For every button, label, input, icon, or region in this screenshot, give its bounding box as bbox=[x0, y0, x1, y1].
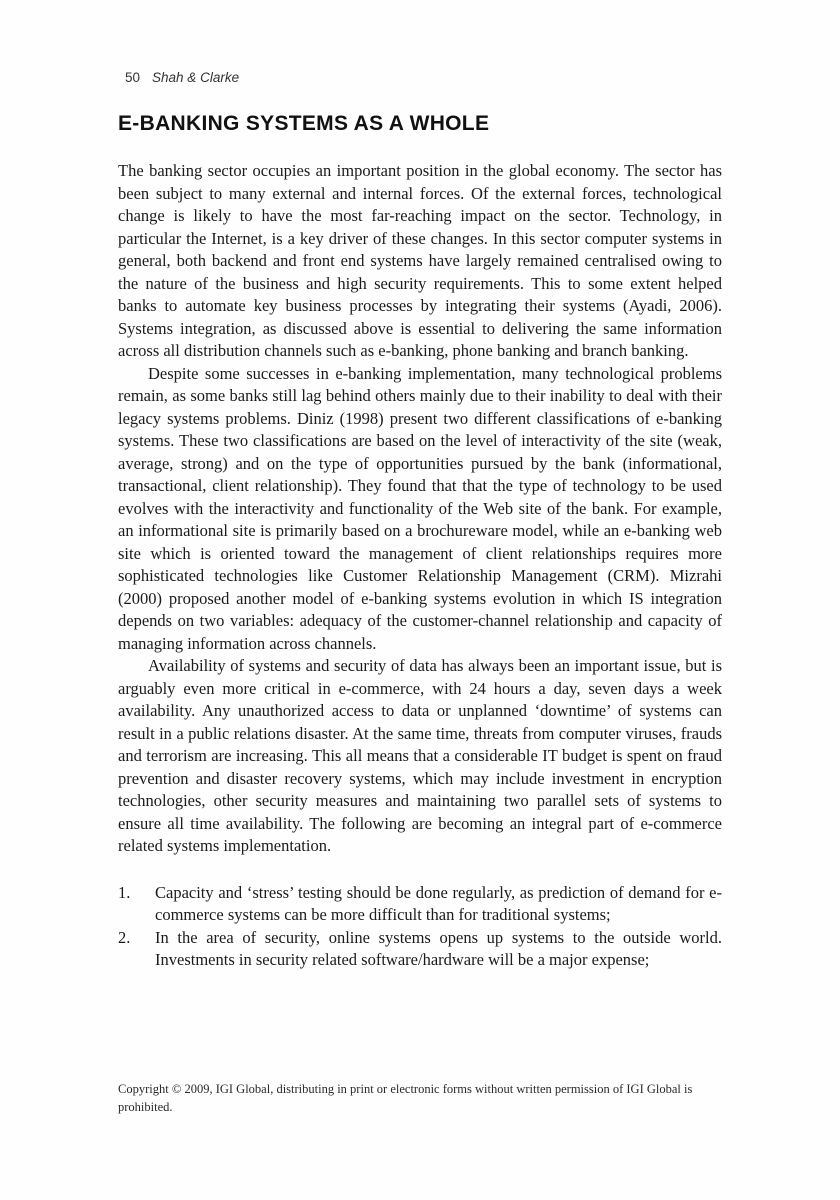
list-item-text: In the area of security, online systems opens up systems to the outside world. Investments in security related software/hardware will be a major expense; bbox=[155, 927, 722, 969]
list-item-number: 2. bbox=[118, 927, 131, 947]
list-item bbox=[118, 882, 722, 927]
list-item-number: 1. bbox=[118, 882, 131, 902]
paragraph-2: Despite some successes in e-banking implementation, many technological problems remain, as some banks still lag behind others mainly due to their inability to deal with their legacy systems problems. Diniz (1998) present two different classifications of e-banking systems. These two classifications are based on the level of interactivity of the site (weak, average, strong) and on the type of opportunities pursued by the bank (informational, transactional, client relationship). They found that that the type of technology to be used evolves with the interactivity and functionality of the Web site of the bank. For example, an informational site is primarily based on a brochureware model, while an e-banking web site which is oriented toward the management of client relationships requires more sophisticated technologies like Customer Relationship Management (CRM). Mizrahi (2000) proposed another model of e-banking systems evolution in which IS integration depends on two variables: adequacy of the customer-channel relationship and capacity of managing information across channels. bbox=[118, 363, 722, 653]
paragraph-1: The banking sector occupies an important position in the global economy. The sector has been subject to many external and internal forces. Of the external forces, technological change is likely to have the most far-reaching impact on the sector. Technology, in particular the Internet, is a key driver of these changes. In this sector computer systems in general, both backend and front end systems have largely remained centralised owing to the nature of the business and high security requirements. This to some extent helped banks to automate key business processes by integrating their systems (Ayadi, 2006). Systems integration, as discussed above is essential to delivering the same information across all distribution channels such as e-banking, phone banking and branch banking. bbox=[118, 161, 722, 360]
list-item bbox=[118, 927, 722, 972]
numbered-list bbox=[118, 882, 722, 972]
running-header bbox=[125, 70, 239, 85]
running-title: Shah & Clarke bbox=[152, 70, 240, 85]
section-title: E-BANKING SYSTEMS AS A WHOLE bbox=[118, 112, 490, 135]
copyright-notice: Copyright © 2009, IGI Global, distributing in print or electronic forms without written permission of IGI Global is prohibited. bbox=[118, 1082, 693, 1114]
body-text bbox=[118, 160, 722, 972]
paragraph-3: Availability of systems and security of data has always been an important issue, but is arguably even more critical in e-commerce, with 24 hours a day, seven days a week availability. Any unauthorized access to data or unplanned ‘downtime’ of systems can result in a public relations disaster. At the same time, threats from computer viruses, frauds and terrorism are increasing. This all means that a considerable IT budget is spent on fraud prevention and disaster recovery systems, which may include investment in encryption technologies, other security measures and maintaining two parallel sets of systems to ensure all time availability. The following are becoming an integral part of e-commerce related systems implementation. bbox=[118, 656, 722, 855]
list-item-text: Capacity and ‘stress’ testing should be done regularly, as prediction of demand for e-commerce systems can be more difficult than for traditional systems; bbox=[155, 882, 722, 924]
page-number: 50 bbox=[125, 70, 141, 85]
